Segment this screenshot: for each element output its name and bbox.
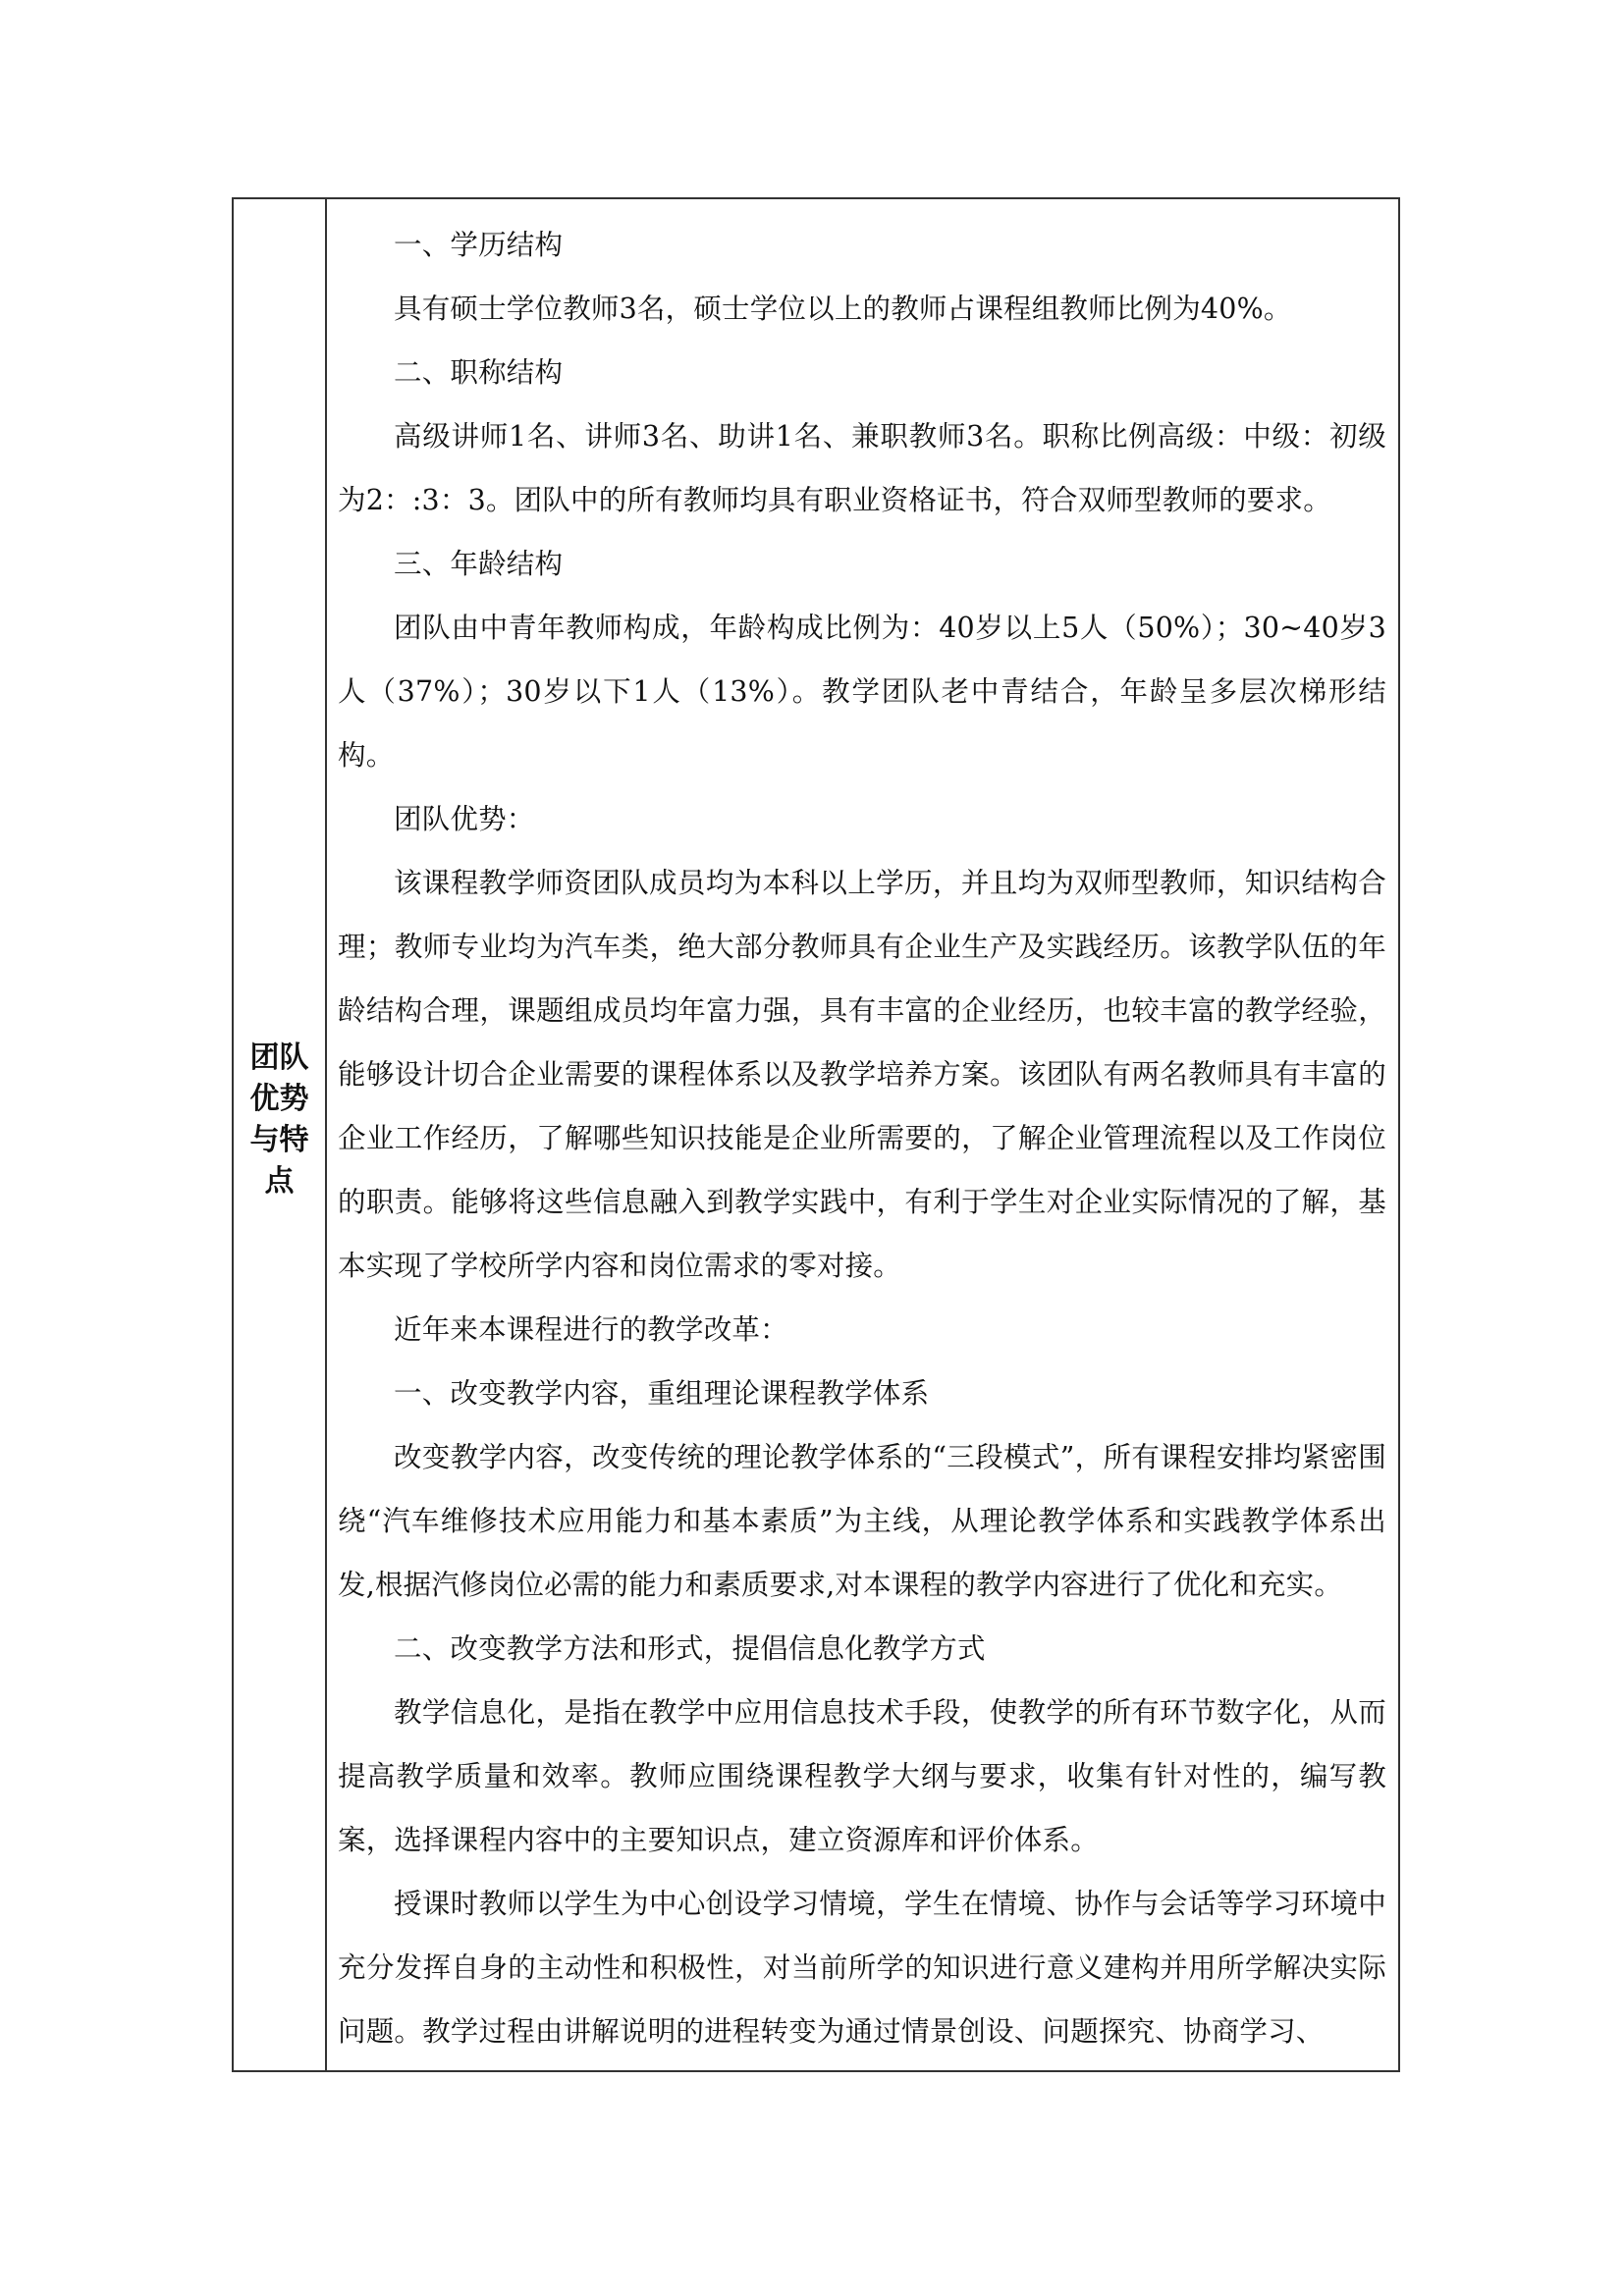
paragraph: 团队优势： [394,803,535,835]
paragraph: 授课时教师以学生为中心创设学习情境，学生在情境、协作与会话等学习环境中充分发挥自身的主动性和积极性，对当前所学的知识进行意义建构并用所学解决实际问题。教学过程由讲解说明的进程转变为通过情景创设、问题探究、协商学习、 [338,1888,1386,2048]
paragraph: 改变教学内容，改变传统的理论教学体系的“三段模式”，所有课程安排均紧密围绕“汽车维修技术应用能力和基本素质”为主线，从理论教学体系和实践教学体系出发,根据汽修岗位必需的能力和素质要求,对本课程的教学内容进行了优化和充实。 [338,1441,1386,1601]
paragraph: 二、职称结构 [394,356,564,389]
paragraph: 一、改变教学内容，重组理论课程教学体系 [394,1377,930,1410]
paragraph: 二、改变教学方法和形式，提倡信息化教学方式 [394,1632,986,1665]
paragraph: 教学信息化，是指在教学中应用信息技术手段，使教学的所有环节数字化，从而提高教学质量和效率。教师应围绕课程教学大纲与要求，收集有针对性的，编写教案，选择课程内容中的主要知识点，建立资源库和评价体系。 [338,1696,1386,1856]
paragraph: 团队由中青年教师构成，年龄构成比例为：40岁以上5人（50%）；30~40岁3人（37%）；30岁以下1人（13%）。教学团队老中青结合，年龄呈多层次梯形结构。 [338,612,1386,772]
content-cell [327,199,1398,2070]
content-table [232,197,1400,2072]
paragraph: 具有硕士学位教师3名，硕士学位以上的教师占课程组教师比例为40%。 [394,293,1292,325]
paragraph: 高级讲师1名、讲师3名、助讲1名、兼职教师3名。职称比例高级：中级：初级为2：:3：3。团队中的所有教师均具有职业资格证书，符合双师型教师的要求。 [338,420,1386,516]
paragraph: 三、年龄结构 [394,548,564,580]
paragraph: 近年来本课程进行的教学改革： [394,1313,788,1346]
paragraph: 一、学历结构 [394,229,564,261]
label-cell [234,199,327,2070]
paragraph: 该课程教学师资团队成员均为本科以上学历，并且均为双师型教师，知识结构合理；教师专业均为汽车类，绝大部分教师具有企业生产及实践经历。该教学队伍的年龄结构合理，课题组成员均年富力强，具有丰富的企业经历，也较丰富的教学经验，能够设计切合企业需要的课程体系以及教学培养方案。该团队有两名教师具有丰富的企业工作经历，了解哪些知识技能是企业所需要的，了解企业管理流程以及工作岗位的职责。能够将这些信息融入到教学实践中，有利于学生对企业实际情况的了解，基本实现了学校所学内容和岗位需求的零对接。 [338,867,1386,1282]
section-label: 团队优势与特点 [249,1041,309,1199]
